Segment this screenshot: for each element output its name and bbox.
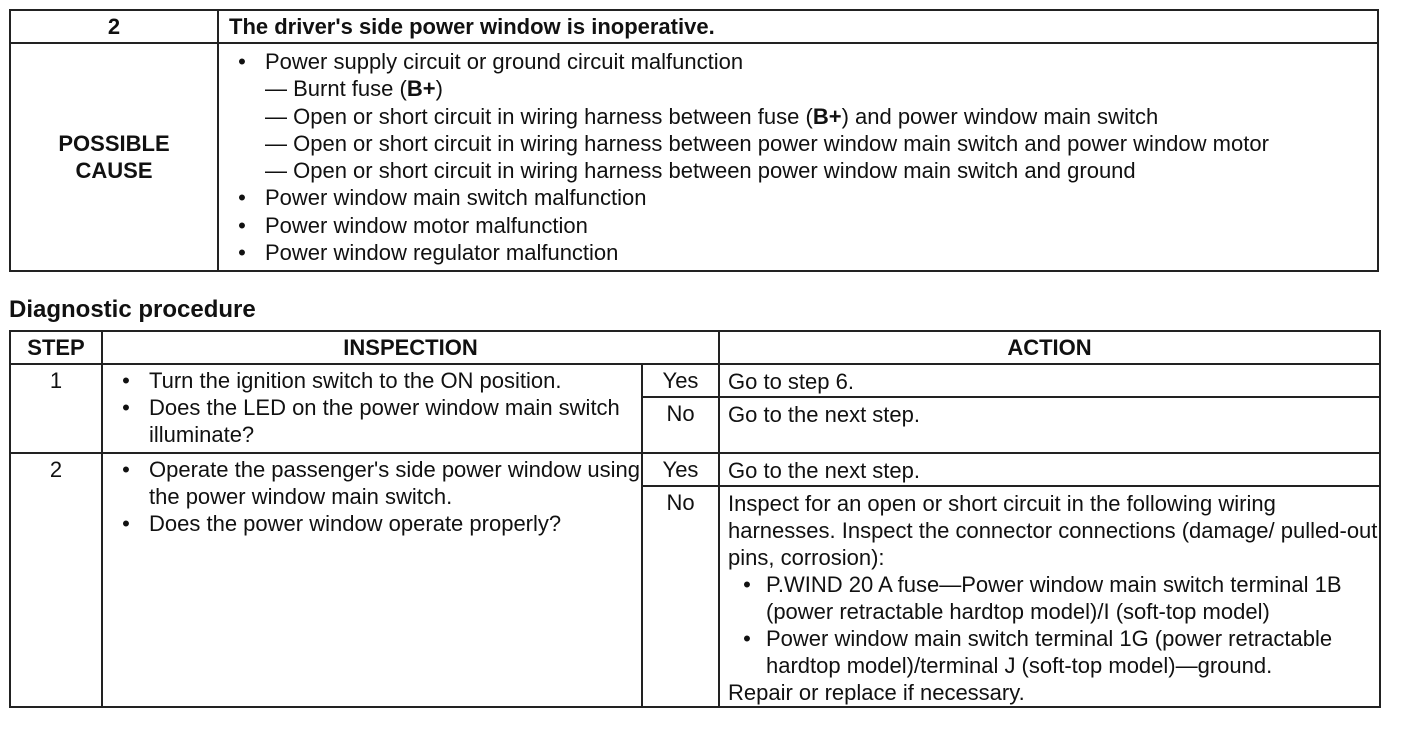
list-item: • Power window motor malfunction (219, 212, 1377, 239)
inspection-header: INSPECTION (102, 331, 719, 364)
procedure-table (9, 330, 1381, 708)
bullet-icon: • (122, 457, 130, 482)
step-number: 1 (10, 364, 102, 453)
trouble-table (9, 9, 1379, 272)
no-action: Inspect for an open or short circuit in the following wiring harnesses. Inspect the connector connections (damage/ pulled-out pins, corrosion): • P.WIND 20 A fuse—Power window main switch terminal 1B (power retractable hardtop model)/I (soft-top model) • Power window main switch terminal 1G (power retractable hardtop model)/terminal J (soft-top model)—ground. Repair or replace if necessary. (719, 486, 1380, 707)
sub-item: — Open or short circuit in wiring harness between power window main switch and power window motor (265, 130, 1269, 156)
list-item: • Power window main switch malfunction (219, 184, 1377, 211)
yes-action: Go to the next step. (719, 453, 1380, 486)
sub-item: — Burnt fuse (B+) (265, 76, 443, 102)
yes-label: Yes (642, 453, 719, 486)
step-header: STEP (10, 331, 102, 364)
yes-label: Yes (642, 364, 719, 397)
yes-action: Go to step 6. (719, 364, 1380, 397)
trouble-number: 2 (10, 10, 218, 43)
list-item: • Power window main switch terminal 1G (power retractable hardtop model)/terminal J (soft-top model)—ground. (728, 625, 1379, 679)
bullet-icon: • (238, 240, 246, 266)
no-action: Go to the next step. (719, 397, 1380, 453)
step-number: 2 (10, 453, 102, 707)
no-label: No (642, 486, 719, 707)
bullet-icon: • (743, 572, 751, 597)
cause-list (218, 43, 1378, 271)
action-header: ACTION (719, 331, 1380, 364)
bullet-icon: • (122, 511, 130, 536)
possible-cause-label: POSSIBLE CAUSE (10, 43, 218, 271)
sub-item: — Open or short circuit in wiring harness between power window main switch and ground (265, 158, 1136, 184)
bullet-icon: • (122, 368, 130, 393)
inspection-cell: • Turn the ignition switch to the ON position. • Does the LED on the power window main switch illuminate? (102, 364, 642, 453)
bullet-icon: • (743, 626, 751, 651)
no-label: No (642, 397, 719, 453)
bullet-icon: • (238, 185, 246, 211)
sub-item: — Open or short circuit in wiring harness between fuse (B+) and power window main switch (265, 103, 1159, 129)
trouble-title: The driver's side power window is inoperative. (218, 10, 1378, 43)
bullet-icon: • (238, 49, 246, 74)
section-title: Diagnostic procedure (9, 296, 256, 323)
list-item: • Power window regulator malfunction (219, 239, 1377, 266)
list-item: • Power supply circuit or ground circuit malfunction (219, 48, 1377, 75)
inspection-cell: • Operate the passenger's side power window using the power window main switch. • Does the power window operate properly? (102, 453, 642, 707)
bullet-icon: • (122, 395, 130, 420)
list-item: • P.WIND 20 A fuse—Power window main switch terminal 1B (power retractable hardtop model)/I (soft-top model) (728, 571, 1379, 625)
bullet-icon: • (238, 212, 246, 238)
